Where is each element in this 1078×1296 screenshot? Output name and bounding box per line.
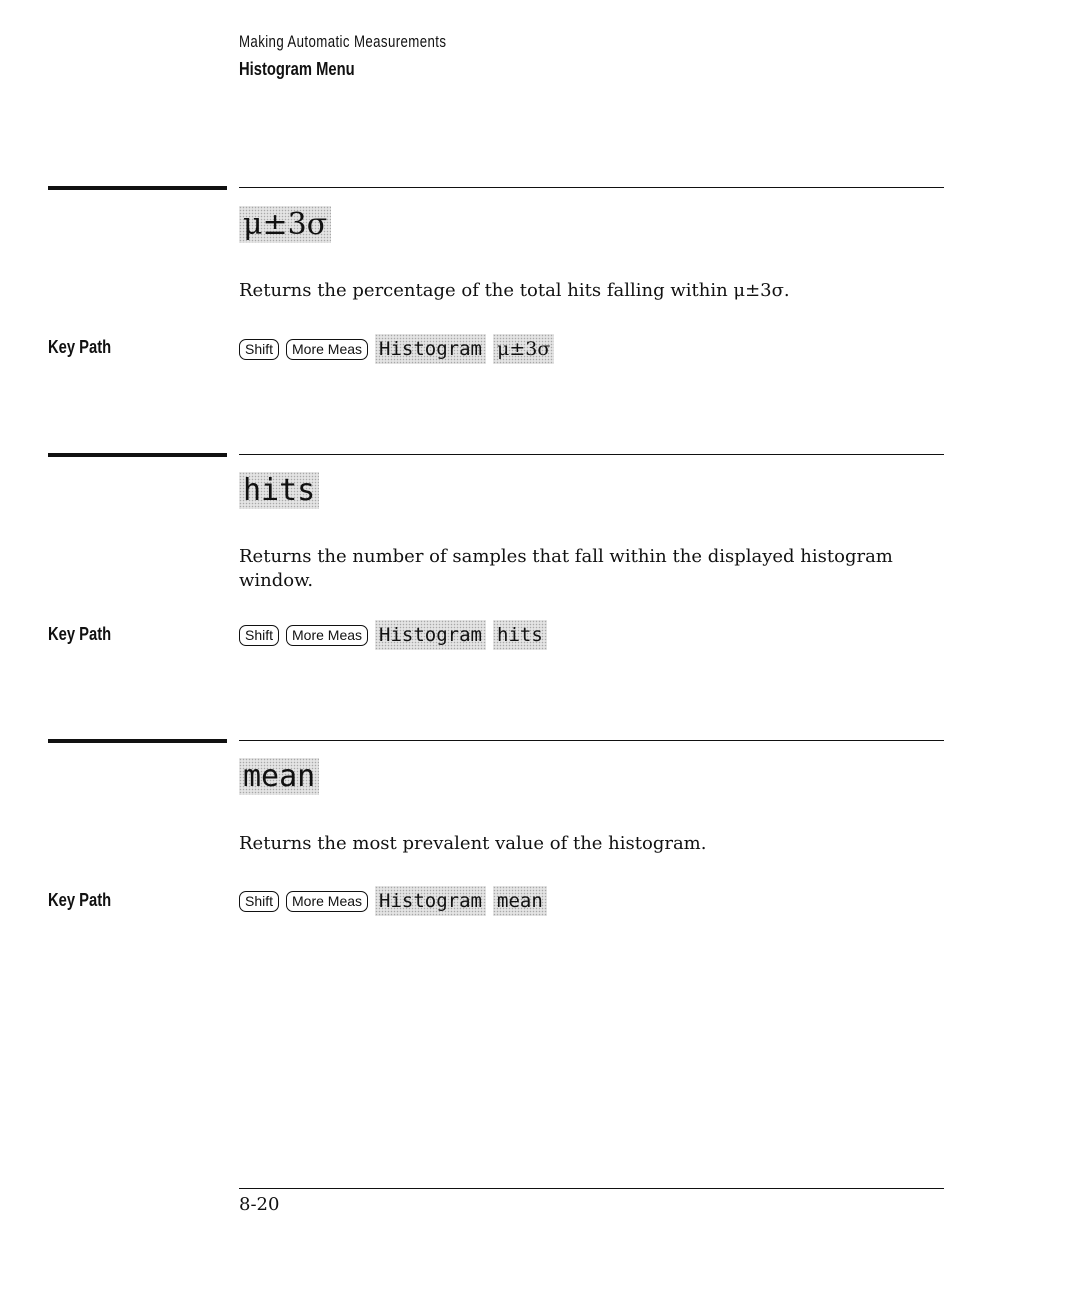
- entry-title-mu-3sigma: μ±3σ: [239, 206, 331, 243]
- histogram-softkey: Histogram: [375, 886, 486, 916]
- running-header-chapter: Making Automatic Measurements: [239, 32, 447, 51]
- mu-3sigma-softkey: μ±3σ: [493, 334, 554, 364]
- more-meas-key: More Meas: [286, 339, 368, 360]
- histogram-softkey: Histogram: [375, 620, 486, 650]
- running-header-section: Histogram Menu: [239, 59, 355, 79]
- section-rule-thin: [239, 454, 944, 455]
- histogram-softkey: Histogram: [375, 334, 486, 364]
- shift-key: Shift: [239, 891, 279, 912]
- section-rule-thin: [239, 187, 944, 188]
- entry-description: Returns the most prevalent value of the histogram.: [239, 833, 707, 854]
- entry-title-hits: hits: [239, 472, 319, 509]
- key-path-label: Key Path: [48, 624, 112, 644]
- hits-softkey: hits: [493, 620, 547, 650]
- entry-description: Returns the percentage of the total hits falling within μ±3σ.: [239, 280, 790, 301]
- shift-key: Shift: [239, 339, 279, 360]
- key-path: [239, 334, 554, 364]
- key-path-label: Key Path: [48, 890, 112, 910]
- mean-softkey: mean: [493, 886, 547, 916]
- entry-description: Returns the number of samples that fall within the displayed histogram window.: [239, 546, 893, 591]
- section-rule-thick: [48, 186, 227, 190]
- shift-key: Shift: [239, 625, 279, 646]
- section-rule-thick: [48, 739, 227, 743]
- page-number: 8-20: [239, 1194, 280, 1215]
- section-rule-thin: [239, 740, 944, 741]
- key-path: [239, 886, 547, 916]
- entry-title-mean: mean: [239, 758, 319, 795]
- section-rule-thick: [48, 453, 227, 457]
- more-meas-key: More Meas: [286, 625, 368, 646]
- key-path-label: Key Path: [48, 337, 112, 357]
- footer-rule: [239, 1188, 944, 1189]
- key-path: [239, 620, 547, 650]
- more-meas-key: More Meas: [286, 891, 368, 912]
